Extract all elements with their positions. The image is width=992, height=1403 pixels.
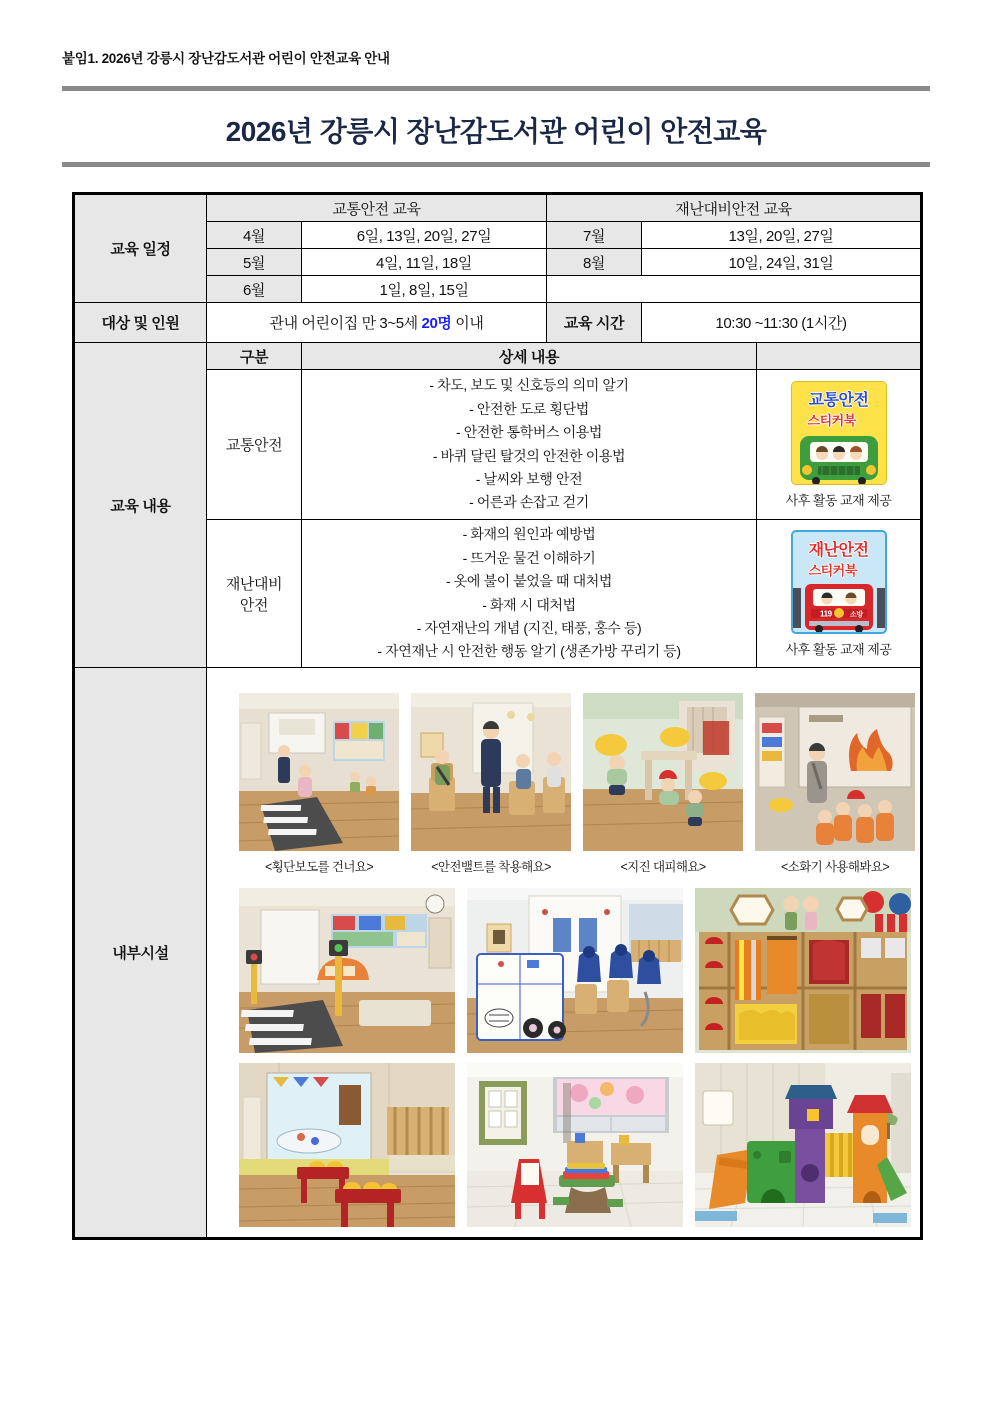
dates-cell: 1일, 8일, 15일 [302, 276, 547, 303]
traffic-detail-cell [302, 370, 757, 520]
target-value-suffix: 이내 [451, 315, 484, 332]
detail-item: - 화재 시 대처법 [482, 596, 576, 613]
svg-text:소방: 소방 [849, 611, 863, 618]
target-row-label: 대상 및 인원 [74, 303, 207, 343]
detail-item: - 차도, 보도 및 신호등의 의미 알기 [429, 377, 629, 394]
detail-item: - 자연재난 시 안전한 행동 알기 (생존가방 꾸리기 등) [377, 643, 681, 660]
disaster-detail-cell [302, 520, 757, 668]
green-bus-illustration [792, 432, 886, 484]
earthquake-drill-photo [583, 693, 743, 851]
dates-cell: 13일, 20일, 27일 [642, 222, 922, 249]
disaster-material-cell [757, 520, 922, 668]
page-title: 2026년 강릉시 장난감도서관 어린이 안전교육 [225, 116, 767, 147]
helmet-tables-photo [239, 1063, 455, 1227]
capacity-highlight: 20명 [421, 315, 452, 332]
facility-row-label: 내부시설 [74, 668, 207, 1239]
detail-column-header: 상세 내용 [302, 343, 757, 370]
detail-item: - 자연재난의 개념 (지진, 태풍, 홍수 등) [416, 619, 642, 636]
traffic-type-cell: 교통안전 [207, 370, 302, 520]
stickerbook-subtitle: 스티커북 [808, 562, 857, 578]
detail-item: - 날씨와 보행 안전 [475, 470, 583, 487]
photo-captions-row [239, 857, 916, 875]
bus-mockup-photo [467, 888, 683, 1053]
month-cell: 4월 [207, 222, 302, 249]
top-divider [62, 86, 930, 91]
material-caption: 사후 활동 교재 제공 [785, 492, 892, 508]
disaster-type-cell [207, 520, 302, 668]
fire-extinguisher-photo [755, 693, 915, 851]
disaster-type-line1: 재난대비 [225, 575, 283, 593]
photo-caption: <횡단보도를 건너요> [264, 859, 374, 874]
month-cell: 6월 [207, 276, 302, 303]
seatbelt-practice-photo [411, 693, 571, 851]
type-column-header: 구분 [207, 343, 302, 370]
stickerbook-title: 재난안전 [808, 541, 869, 559]
svg-text:119: 119 [819, 609, 832, 618]
time-label: 교육 시간 [547, 303, 642, 343]
schedule-row-label: 교육 일정 [74, 194, 207, 303]
title-divider [62, 162, 930, 167]
disaster-stickerbook-image [791, 530, 887, 634]
education-table [72, 192, 923, 1240]
detail-item: - 어른과 손잡고 걷기 [469, 494, 589, 511]
playroom-photo [467, 1063, 683, 1227]
dates-cell: 4일, 11일, 18일 [302, 249, 547, 276]
material-column-header [757, 343, 922, 370]
schedule-empty-cell [547, 276, 922, 303]
content-row-label: 교육 내용 [74, 343, 207, 668]
detail-item: - 화재의 원인과 예방법 [462, 526, 596, 543]
stickerbook-subtitle: 스티커북 [807, 412, 856, 428]
target-value-prefix: 관내 어린이집 만 3~5세 [269, 315, 422, 332]
month-cell: 5월 [207, 249, 302, 276]
fire-truck-illustration [793, 582, 885, 632]
month-cell: 7월 [547, 222, 642, 249]
detail-item: - 안전한 통학버스 이용법 [456, 424, 602, 441]
dates-cell: 6일, 13일, 20일, 27일 [302, 222, 547, 249]
traffic-classroom-photo [239, 888, 455, 1053]
crosswalk-practice-photo [239, 693, 399, 851]
material-caption: 사후 활동 교재 제공 [785, 641, 892, 657]
attachment-label: 붙임1. 2026년 강릉시 장난감도서관 어린이 안전교육 안내 [62, 51, 390, 66]
month-cell: 8월 [547, 249, 642, 276]
photo-caption: <지진 대피해요> [620, 859, 706, 874]
disaster-education-header: 재난대비안전 교육 [547, 194, 922, 222]
disaster-type-line2: 안전 [239, 596, 269, 614]
time-value: 10:30 ~11:30 (1시간) [642, 303, 922, 343]
stickerbook-title: 교통안전 [808, 391, 869, 409]
detail-item: - 바퀴 달린 탈것의 안전한 이용법 [432, 447, 626, 464]
photo-caption: <안전밸트를 착용해요> [431, 859, 551, 874]
detail-item: - 옷에 불이 붙었을 때 대처법 [445, 573, 613, 590]
detail-item: - 뜨거운 물건 이해하기 [462, 549, 596, 566]
safety-gear-shelf-photo [695, 888, 911, 1053]
playground-photo [695, 1063, 911, 1227]
detail-item: - 안전한 도로 횡단법 [469, 400, 589, 417]
target-value [207, 303, 547, 343]
traffic-stickerbook-image [791, 381, 887, 485]
traffic-education-header: 교통안전 교육 [207, 194, 547, 222]
facility-photos-cell [207, 668, 922, 1239]
photo-caption: <소화기 사용해봐요> [780, 859, 890, 874]
dates-cell: 10일, 24일, 31일 [642, 249, 922, 276]
traffic-material-cell [757, 370, 922, 520]
